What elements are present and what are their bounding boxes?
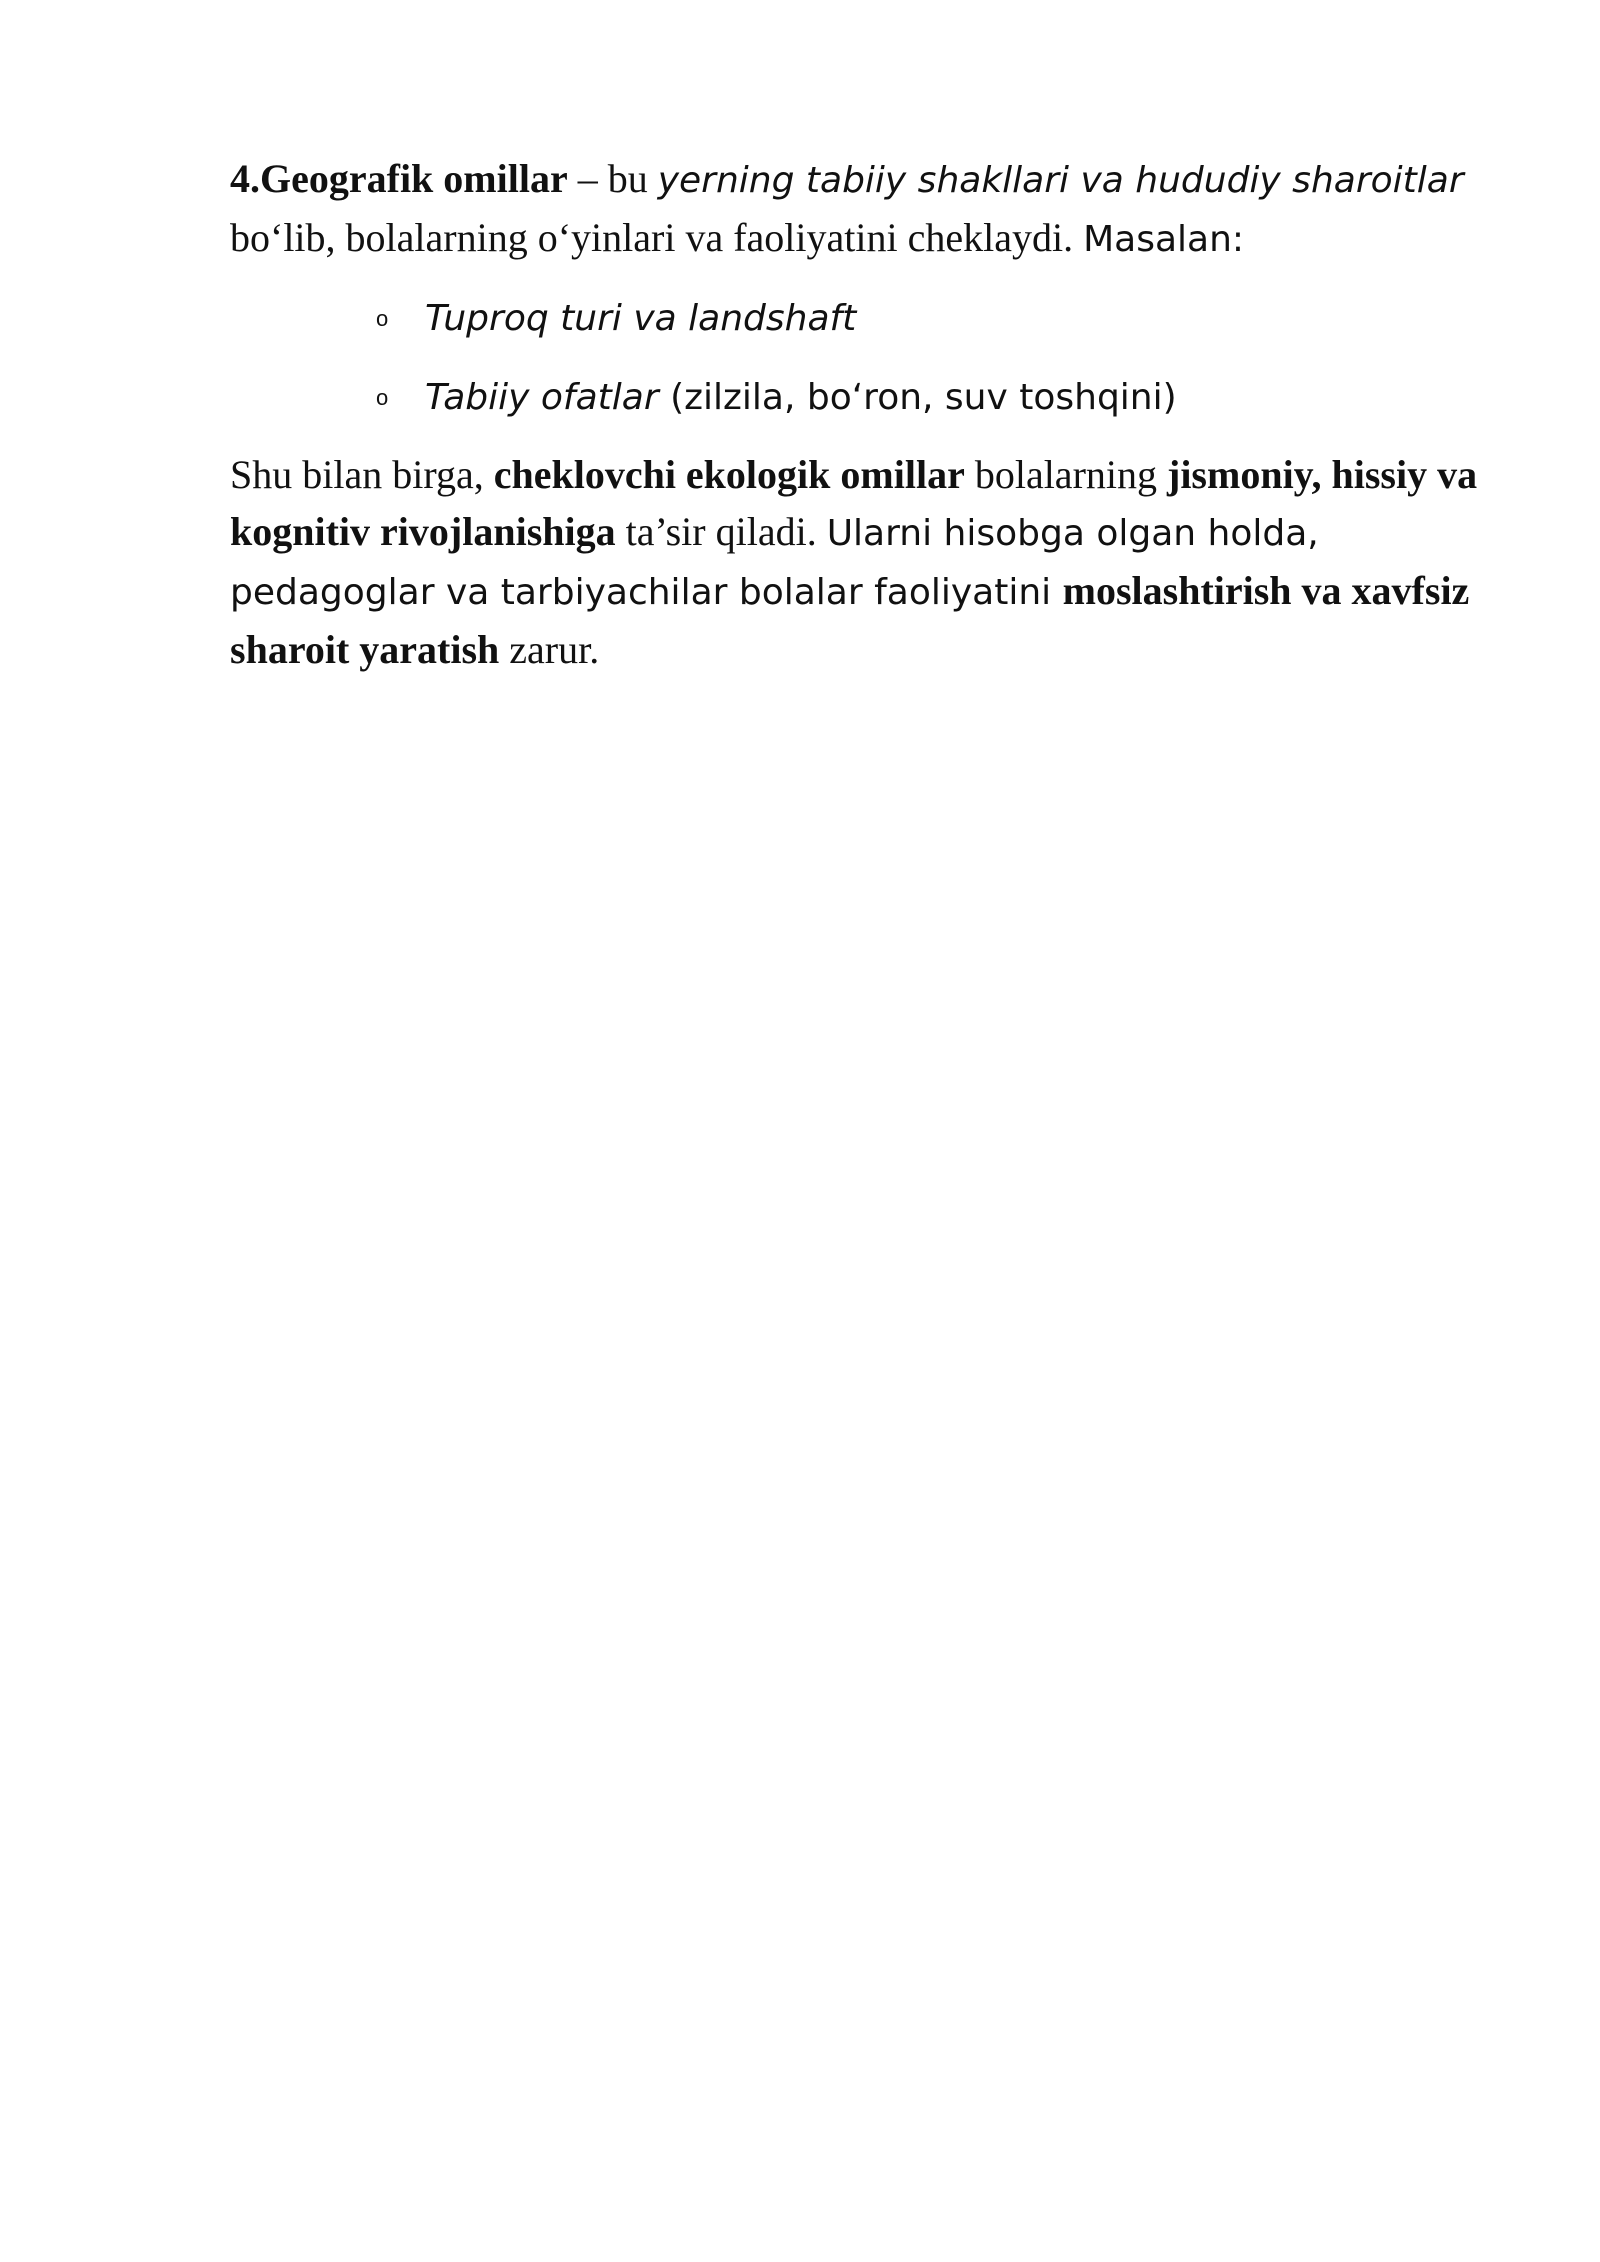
text-masalan: Masalan:: [1083, 219, 1245, 260]
text-segment: Shu bilan birga,: [230, 452, 494, 497]
page-content: [230, 150, 1490, 678]
text-segment: bolalarning: [964, 452, 1167, 497]
section-heading: 4.Geografik omillar: [230, 156, 568, 201]
text-segment-sans: Ularni hisobga olgan holda, pedagoglar va tarbiyachilar bolalar faoliyatini: [230, 513, 1319, 613]
text-dash-bu: – bu: [567, 156, 658, 201]
bold-segment: cheklovchi ekologik omillar: [493, 452, 965, 497]
text-segment: zarur.: [499, 627, 600, 672]
example-list: [230, 288, 1490, 424]
bold-segment: moslashtirish va xavfsiz sharoit yaratish: [230, 568, 1470, 672]
italic-definition: yerning tabiiy shakllari va hududiy sharoitlar: [657, 160, 1464, 201]
list-item-italic: Tabiiy ofatlar: [425, 377, 659, 418]
list-item: [230, 288, 1490, 345]
list-item-italic: Tuproq turi va landshaft: [425, 298, 857, 339]
paragraph-geographic-factors: [230, 150, 1490, 268]
text-segment: ta’sir qiladi.: [615, 509, 827, 554]
bold-segment: jismoniy, hissiy va kognitiv rivojlanishiga: [230, 452, 1478, 554]
list-item-plain: (zilzila, bo‘ron, suv toshqini): [658, 377, 1177, 418]
circle-bullet-icon: o: [376, 385, 389, 410]
list-item: [230, 367, 1490, 424]
text-description: bo‘lib, bolalarning o‘yinlari va faoliyatini cheklaydi.: [230, 215, 1084, 260]
paragraph-summary: [230, 446, 1490, 678]
circle-bullet-icon: o: [376, 306, 389, 331]
